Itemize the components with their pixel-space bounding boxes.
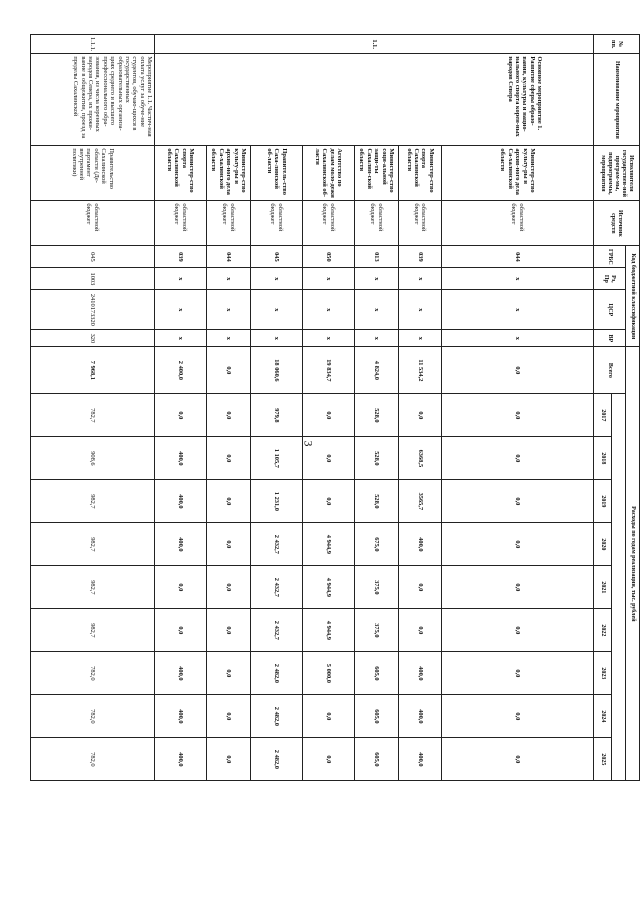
source-cell: областной бюджет [399, 201, 442, 246]
activity-name: Основное мероприятие 1. Развитие сферы образо-вания, культуры и нацио-нального спорта корен-ных народов Севера [155, 54, 594, 146]
header-year: 2023 [594, 652, 612, 695]
year-cell: 528,0 [355, 480, 399, 523]
header-rzpr: Рз, Пр [594, 268, 626, 290]
year-cell: 979,8 [251, 394, 303, 437]
executor-cell: Министер-ство спорта Сахалинской области [155, 146, 207, 201]
year-cell: 0,0 [155, 394, 207, 437]
rzpr-cell: х [155, 268, 207, 290]
header-year: 2025 [594, 738, 612, 781]
header-num: № пп. [594, 35, 640, 54]
year-cell: 0,0 [207, 738, 251, 781]
header-source: Источник средств [594, 201, 640, 246]
csr-cell: 2410173320 [31, 290, 155, 330]
year-cell: 3565,7 [399, 480, 442, 523]
year-cell: 0,0 [442, 394, 594, 437]
year-cell: 0,0 [155, 609, 207, 652]
header-name: Наименование мероприятия [594, 54, 640, 146]
grbs-cell: 044 [442, 246, 594, 268]
year-cell: 1 231,0 [251, 480, 303, 523]
year-cell: 400,0 [155, 652, 207, 695]
executor-cell: Агентство по делам моло-дежи Сахалинской об-ласти [303, 146, 355, 201]
year-cell: 782,0 [31, 695, 155, 738]
vr-cell: х [251, 330, 303, 347]
rzpr-cell: х [442, 268, 594, 290]
grbs-cell: 039 [399, 246, 442, 268]
executor-cell: Министер-ство культу-ры и архив-ного дела Са-халинской области [207, 146, 251, 201]
table-row [251, 35, 303, 781]
activity-name: Мероприятие 1.1. Частич-ная оплата услуг за обуче-ние студентов, обучаю-щихся в государственных образовательных организа-циях среднего и высшего профессионального обра-зования, из числа коренных народов Севера, их прожи-вание в общежитии, проезд за пределы Сахалинской [31, 54, 155, 146]
year-cell: 375,0 [355, 609, 399, 652]
year-cell: 605,0 [355, 695, 399, 738]
year-cell: 0,0 [207, 652, 251, 695]
year-cell: 5 000,0 [303, 652, 355, 695]
year-cell: 2 482,0 [251, 652, 303, 695]
vr-cell: х [303, 330, 355, 347]
vr-cell: 320 [31, 330, 155, 347]
year-cell: 0,0 [207, 394, 251, 437]
header-total: Всего [594, 347, 626, 394]
grbs-cell: 050 [303, 246, 355, 268]
header-grbs: ГРБС [594, 246, 626, 268]
csr-cell: х [355, 290, 399, 330]
grbs-cell: 044 [207, 246, 251, 268]
grbs-cell: 013 [355, 246, 399, 268]
year-cell: 400,0 [399, 652, 442, 695]
year-cell: 0,0 [303, 437, 355, 480]
vr-cell: х [207, 330, 251, 347]
year-cell: 0,0 [442, 523, 594, 566]
executor-cell: Правитель-ство Саха-линской об-ласти [251, 146, 303, 201]
year-cell: 4 944,9 [303, 523, 355, 566]
total-cell: 2 400,0 [155, 347, 207, 394]
grbs-cell: 045 [31, 246, 155, 268]
grbs-cell: 039 [155, 246, 207, 268]
csr-cell: х [399, 290, 442, 330]
year-cell: 400,0 [155, 437, 207, 480]
year-cell: 0,0 [207, 566, 251, 609]
header-budget-code: Код бюджетной классификации [626, 246, 640, 347]
year-cell: 0,0 [155, 566, 207, 609]
year-cell: 982,7 [31, 523, 155, 566]
source-cell: областной бюджет [355, 201, 399, 246]
year-cell: 0,0 [442, 695, 594, 738]
header-year: 2020 [594, 523, 612, 566]
year-cell: 0,0 [303, 394, 355, 437]
year-cell: 0,0 [207, 695, 251, 738]
year-cell: 605,0 [355, 738, 399, 781]
year-cell: 6368,5 [399, 437, 442, 480]
year-cell: 782,0 [31, 738, 155, 781]
year-cell: 400,0 [155, 480, 207, 523]
year-cell: 400,0 [399, 523, 442, 566]
year-cell: 375,0 [355, 566, 399, 609]
table-row [442, 35, 594, 781]
header-year: 2024 [594, 695, 612, 738]
row-number: 1.1.1. [31, 35, 155, 54]
total-cell: 19 834,7 [303, 347, 355, 394]
total-cell: 0,0 [207, 347, 251, 394]
year-cell: 982,7 [31, 480, 155, 523]
year-cell: 528,0 [355, 394, 399, 437]
table-row [399, 35, 442, 781]
year-cell: 0,0 [207, 437, 251, 480]
vr-cell: х [155, 330, 207, 347]
total-cell: 4 824,0 [355, 347, 399, 394]
year-cell: 0,0 [442, 437, 594, 480]
header-executor: Исполнители государствен-ной програм-мы, подпрограммы, мероприятия [594, 146, 640, 201]
year-cell: 0,0 [207, 523, 251, 566]
vr-cell: х [399, 330, 442, 347]
table-row [155, 35, 207, 781]
source-cell: областной бюджет [303, 201, 355, 246]
table-row [207, 35, 251, 781]
source-cell: областной бюджет [251, 201, 303, 246]
csr-cell: х [303, 290, 355, 330]
year-cell: 0,0 [442, 652, 594, 695]
csr-cell: х [207, 290, 251, 330]
year-cell: 0,0 [303, 738, 355, 781]
year-cell: 0,0 [442, 566, 594, 609]
year-cell: 400,0 [155, 738, 207, 781]
executor-cell: Министер-ство спорта Сахалинской области [399, 146, 442, 201]
year-cell: 528,0 [355, 437, 399, 480]
budget-table [30, 34, 640, 781]
header-year: 2017 [594, 394, 612, 437]
total-cell: 11 534,2 [399, 347, 442, 394]
year-cell: 782,0 [31, 652, 155, 695]
header-year: 2022 [594, 609, 612, 652]
executor-cell: Министер-ство культу-ры и архив-ного дела Са-халинской области [442, 146, 594, 201]
csr-cell: х [155, 290, 207, 330]
year-cell: 400,0 [399, 738, 442, 781]
header-year: 2021 [594, 566, 612, 609]
table-row [303, 35, 355, 781]
year-cell: 908,6 [31, 437, 155, 480]
year-cell: 0,0 [303, 695, 355, 738]
source-cell: областной бюджет [442, 201, 594, 246]
year-cell: 0,0 [399, 394, 442, 437]
year-cell: 0,0 [207, 480, 251, 523]
vr-cell: х [442, 330, 594, 347]
executor-cell: Правительство Сахалинской области (Де-партамент внутренней политики) [31, 146, 155, 201]
rzpr-cell: х [399, 268, 442, 290]
year-cell: 400,0 [399, 695, 442, 738]
year-cell: 1 105,7 [251, 437, 303, 480]
year-cell: 0,0 [303, 480, 355, 523]
rzpr-cell: х [303, 268, 355, 290]
year-cell: 782,7 [31, 394, 155, 437]
source-cell: областной бюджет [155, 201, 207, 246]
year-cell: 400,0 [155, 695, 207, 738]
year-cell: 0,0 [442, 738, 594, 781]
header-vr: ВР [594, 330, 626, 347]
total-cell: 18 060,6 [251, 347, 303, 394]
year-cell: 982,7 [31, 609, 155, 652]
year-cell: 4 944,9 [303, 609, 355, 652]
source-cell: областной бюджет [31, 201, 155, 246]
year-cell: 0,0 [442, 480, 594, 523]
source-cell: областной бюджет [207, 201, 251, 246]
executor-cell: Министер-ство соци-альной защи-ты Сахалин-ской области [355, 146, 399, 201]
total-cell: 7 968,1 [31, 347, 155, 394]
header-year: 2018 [594, 437, 612, 480]
year-cell: 2 482,0 [251, 695, 303, 738]
rzpr-cell: 1003 [31, 268, 155, 290]
rzpr-cell: х [355, 268, 399, 290]
header-csr: ЦСР [594, 290, 626, 330]
csr-cell: х [442, 290, 594, 330]
table-row [31, 35, 155, 781]
year-cell: 0,0 [399, 609, 442, 652]
table-row [355, 35, 399, 781]
vr-cell: х [355, 330, 399, 347]
page-number: 3 [301, 440, 316, 447]
year-cell: 400,0 [155, 523, 207, 566]
header-years-spacer [612, 394, 626, 781]
year-cell: 0,0 [399, 566, 442, 609]
header-year: 2019 [594, 480, 612, 523]
year-cell: 675,0 [355, 523, 399, 566]
row-number: 1.1. [155, 35, 594, 54]
year-cell: 0,0 [442, 609, 594, 652]
year-cell: 2 432,7 [251, 609, 303, 652]
year-cell: 982,7 [31, 566, 155, 609]
header-expenses: Расходы по годам реализации, тыс. рублей [626, 347, 640, 781]
rzpr-cell: х [251, 268, 303, 290]
rzpr-cell: х [207, 268, 251, 290]
year-cell: 2 432,7 [251, 523, 303, 566]
year-cell: 2 482,0 [251, 738, 303, 781]
year-cell: 4 944,9 [303, 566, 355, 609]
csr-cell: х [251, 290, 303, 330]
grbs-cell: 045 [251, 246, 303, 268]
year-cell: 2 432,7 [251, 566, 303, 609]
year-cell: 605,0 [355, 652, 399, 695]
year-cell: 0,0 [207, 609, 251, 652]
total-cell: 0,0 [442, 347, 594, 394]
